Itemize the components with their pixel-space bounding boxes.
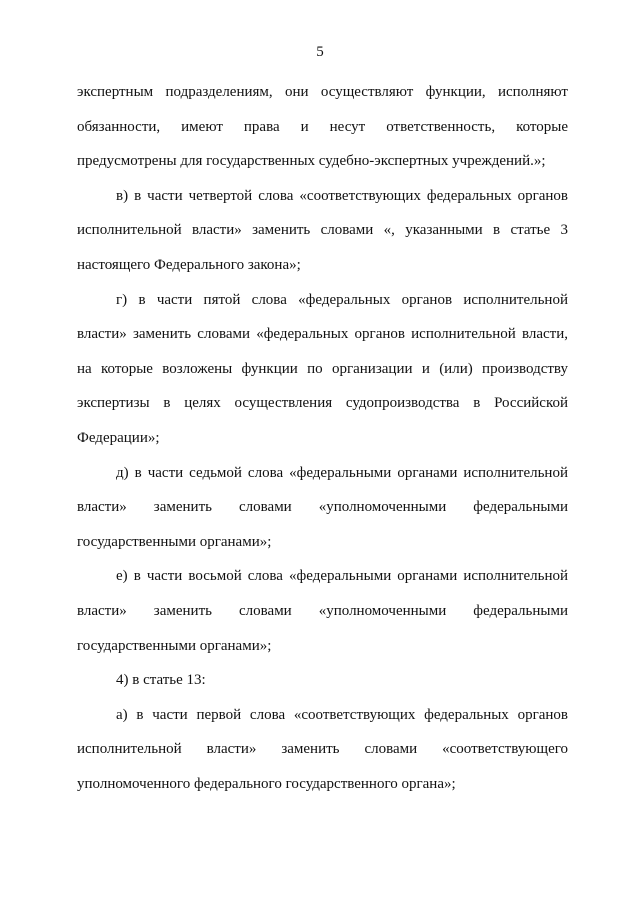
item-4-heading: 4) в статье 13: [116,672,206,689]
text-line: государственными органами»; [77,637,272,654]
text-line: власти» заменить словами «уполномоченными федеральными [77,602,568,619]
text-line: обязанности, имеют права и несут ответственность, которые [77,118,568,135]
paragraph-e-start: е) в части восьмой слова «федеральными органами исполнительной [116,568,568,585]
text-line: исполнительной власти» заменить словами «соответствующего [77,741,568,758]
paragraph-v-start: в) в части четвертой слова «соответствующих федеральных органов [116,187,568,204]
text-line: экспертным подразделениям, они осуществляют функции, исполняют [77,84,568,100]
text-line: исполнительной власти» заменить словами «, указанными в статье 3 [77,222,568,239]
text-line: власти» заменить словами «уполномоченными федеральными [77,499,568,516]
text-line: власти» заменить словами «федеральных органов исполнительной власти, [77,326,568,343]
page-number: 5 [316,44,324,60]
text-line: экспертизы в целях осуществления судопроизводства в Российской [77,395,568,412]
document-body [77,75,568,801]
text-line: Федерации»; [77,429,160,446]
paragraph-a-start: а) в части первой слова «соответствующих федеральных органов [116,706,568,723]
paragraph-g-start: г) в части пятой слова «федеральных органов исполнительной [116,291,568,308]
paragraph-d-start: д) в части седьмой слова «федеральными органами исполнительной [116,464,568,481]
text-line: настоящего Федерального закона»; [77,256,301,273]
text-line: уполномоченного федерального государственного органа»; [77,775,456,792]
text-line: государственными органами»; [77,533,272,550]
text-line: предусмотрены для государственных судебно-экспертных учреждений.»; [77,153,546,170]
text-line: на которые возложены функции по организации и (или) производству [77,360,568,377]
